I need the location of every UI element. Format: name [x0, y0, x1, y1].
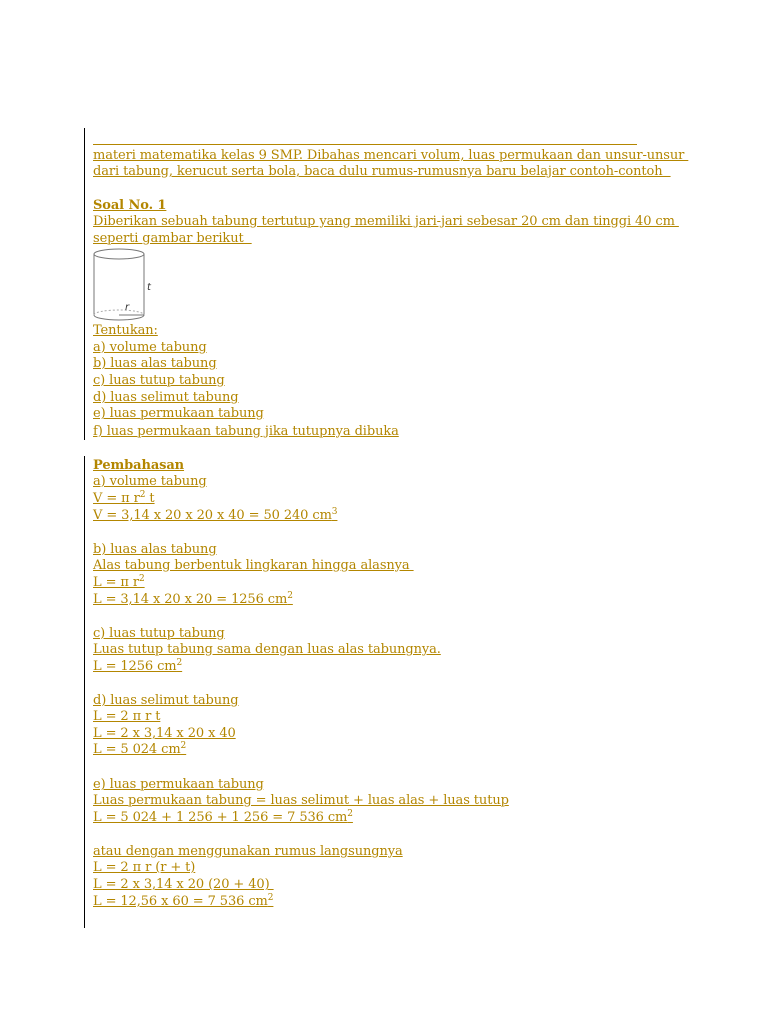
- question-item-c: c) luas tutup tabung: [93, 373, 225, 388]
- answer-b-heading: b) luas alas tabung: [93, 542, 217, 557]
- answer-a-result: V = 3,14 x 20 x 20 x 40 = 50 240 $cm^3$: [93, 507, 338, 523]
- soal-line-1: Diberikan sebuah tabung tertutup yang memiliki jari-jari sebesar 20 cm dan tinggi 40 cm: [93, 214, 679, 229]
- alt-formula: L = 2 π r (r + t): [93, 860, 196, 875]
- soal-title: Soal No. 1: [93, 198, 167, 213]
- answer-d-substitution: L = 2 x 3,14 x 20 x 40: [93, 726, 236, 741]
- question-item-a: a) volume tabung: [93, 340, 207, 355]
- alt-substitution: L = 2 x 3,14 x 20 (20 + 40): [93, 877, 274, 892]
- page-margin-bar-bottom: [84, 456, 85, 928]
- answer-a-formula: V = π $r^2$ t: [93, 490, 155, 506]
- question-item-f: f) luas permukaan tabung jika tutupnya dibuka: [93, 424, 399, 439]
- page-margin-bar-top: [84, 128, 85, 440]
- height-label: t: [147, 282, 151, 293]
- answer-b-formula: L = π $r^2$: [93, 574, 145, 590]
- answer-d-result: L = 5 024 $cm^2$: [93, 741, 187, 757]
- intro-line-1: materi matematika kelas 9 SMP. Dibahas mencari volum, luas permukaan dan unsur-unsur: [93, 148, 689, 163]
- answer-d-formula: L = 2 π r t: [93, 709, 161, 724]
- tentukan-label: Tentukan:: [93, 323, 158, 338]
- answer-e-result: L = 5 024 + 1 256 + 1 256 = 7 536 $cm^2$: [93, 809, 353, 825]
- answer-c-heading: c) luas tutup tabung: [93, 626, 225, 641]
- question-item-e: e) luas permukaan tabung: [93, 406, 264, 421]
- intro-line-2: dari tabung, kerucut serta bola, baca dulu rumus-rumusnya baru belajar contoh-contoh: [93, 164, 671, 179]
- pembahasan-title: Pembahasan: [93, 458, 185, 473]
- answer-d-heading: d) luas selimut tabung: [93, 693, 239, 708]
- answer-c-result: L = 1256 $cm^2$: [93, 658, 183, 674]
- soal-line-2: seperti gambar berikut: [93, 231, 252, 246]
- radius-label: r: [125, 302, 130, 313]
- separator-line: [93, 144, 637, 145]
- answer-b-result: L = 3,14 x 20 x 20 = 1256 $cm^2$: [93, 591, 293, 607]
- answer-c-text: Luas tutup tabung sama dengan luas alas tabungnya.: [93, 642, 441, 657]
- alt-heading: atau dengan menggunakan rumus langsungnya: [93, 844, 403, 859]
- cylinder-figure: [90, 246, 158, 324]
- question-item-b: b) luas alas tabung: [93, 356, 217, 371]
- answer-b-text: Alas tabung berbentuk lingkaran hingga alasnya: [93, 558, 414, 573]
- answer-a-heading: a) volume tabung: [93, 474, 207, 489]
- answer-e-heading: e) luas permukaan tabung: [93, 777, 264, 792]
- alt-result: L = 12,56 x 60 = 7 536 $cm^2$: [93, 893, 274, 909]
- answer-e-text: Luas permukaan tabung = luas selimut + luas alas + luas tutup: [93, 793, 509, 808]
- question-item-d: d) luas selimut tabung: [93, 390, 239, 405]
